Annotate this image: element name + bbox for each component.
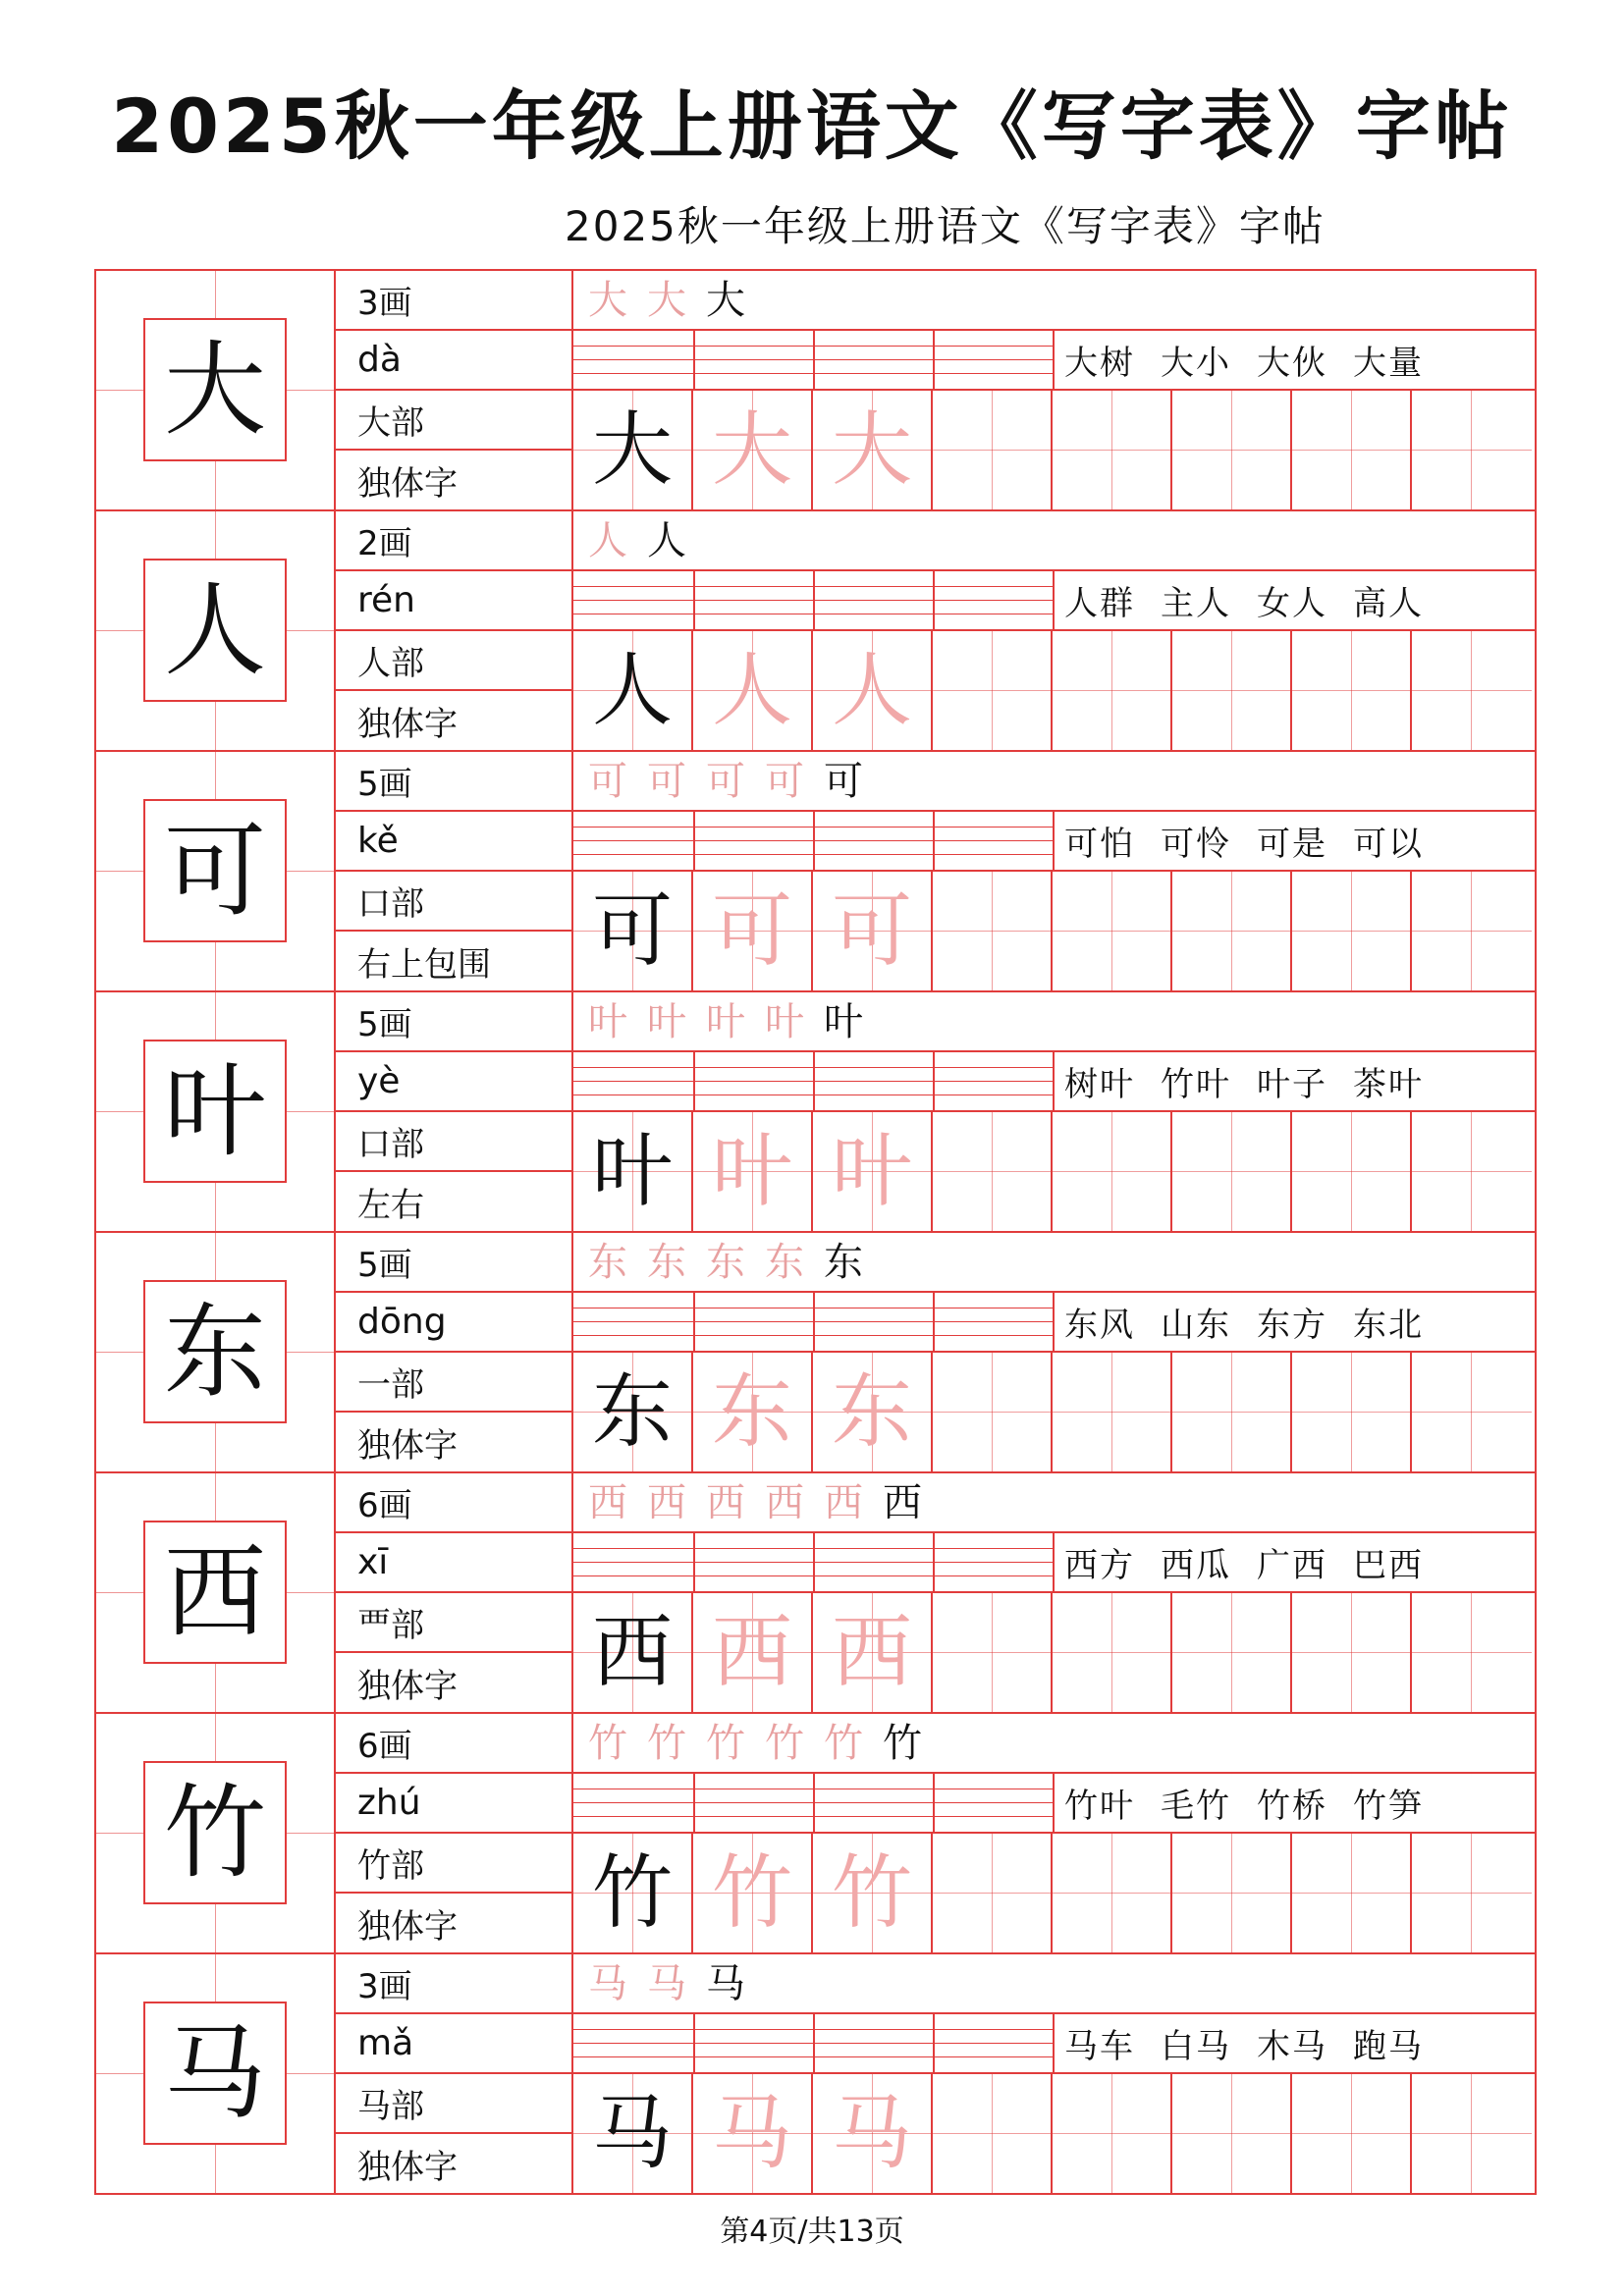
big-char-cell [96,1714,336,1952]
stroke-step: 叶 [824,998,863,1044]
writing-boxes [573,1353,1535,1471]
trace-char: 东 [711,1364,792,1459]
tian-box[interactable] [1172,1112,1292,1231]
word-list [1064,812,1449,870]
word: 大小 [1161,344,1231,383]
big-char: 大 [143,318,287,461]
tian-box[interactable] [1172,1353,1292,1471]
stroke-step: 大 [588,277,627,323]
trace-char: 叶 [831,1124,912,1218]
structure: 独体字 [357,464,458,504]
tian-box[interactable] [1412,1834,1532,1952]
word: 茶叶 [1353,1065,1424,1104]
stroke-step: 东 [588,1239,627,1285]
stroke-step: 可 [647,758,686,804]
tian-box[interactable] [933,1112,1053,1231]
trace-char: 叶 [591,1124,673,1218]
word-list [1064,571,1449,629]
tian-box[interactable] [1292,631,1412,750]
tian-box[interactable] [933,872,1053,990]
trace-char: 人 [591,643,673,737]
writing-boxes [573,1112,1535,1231]
stroke-step: 叶 [647,998,686,1044]
word: 大伙 [1257,344,1327,383]
pinyin: xī [336,1533,571,1593]
word: 毛竹 [1161,1787,1231,1826]
word: 竹叶 [1064,1787,1135,1826]
stroke-order [573,1954,1535,2014]
stroke-step: 马 [647,1960,686,2006]
trace-char: 竹 [831,1845,912,1940]
pinyin-practice-row [573,812,1535,872]
trace-char: 东 [591,1364,673,1459]
tian-box[interactable] [693,1112,813,1231]
stroke-step: 竹 [883,1720,922,1766]
char-row [96,271,1535,511]
divider [693,1533,695,1591]
divider [1053,1293,1055,1351]
pinyin-practice-row [573,2014,1535,2074]
tian-box[interactable] [693,631,813,750]
stroke-step: 东 [824,1239,863,1285]
word: 跑马 [1353,2027,1424,2066]
tian-box[interactable] [813,631,933,750]
divider [1053,571,1055,629]
page-subtitle: 2025秋一年级上册语文《写字表》字帖 [565,202,1326,250]
word: 可以 [1353,825,1424,864]
big-char-cell [96,1954,336,2193]
tian-box[interactable] [813,1353,933,1471]
big-char-cell [96,1233,336,1471]
tian-box[interactable] [573,391,693,509]
char-row [96,752,1535,992]
structure: 左右 [357,1186,424,1225]
tian-box[interactable] [1053,872,1172,990]
divider [693,812,695,870]
trace-char: 马 [591,2086,673,2180]
char-row [96,1954,1535,2195]
divider [693,1052,695,1110]
stroke-step: 叶 [765,998,804,1044]
word: 树叶 [1064,1065,1135,1104]
trace-char: 人 [711,643,792,737]
char-row [96,1714,1535,1954]
divider [933,1533,935,1591]
stroke-step: 叶 [706,998,745,1044]
stroke-order [573,271,1535,331]
char-info [336,1954,573,2193]
word-list [1064,331,1449,389]
divider [693,571,695,629]
tian-box[interactable] [1292,1593,1412,1712]
divider [693,1293,695,1351]
pinyin: mǎ [336,2014,571,2074]
tian-box[interactable] [1053,2074,1172,2193]
char-info [336,1233,573,1471]
word: 东风 [1064,1306,1135,1345]
trace-char: 东 [831,1364,912,1459]
trace-char: 西 [831,1605,912,1699]
word: 竹笋 [1353,1787,1424,1826]
char-info [336,1714,573,1952]
tian-box[interactable] [693,2074,813,2193]
char-info [336,752,573,990]
writing-boxes [573,631,1535,750]
tian-box[interactable] [1292,1834,1412,1952]
tian-box[interactable] [693,872,813,990]
stroke-step: 可 [588,758,627,804]
tian-box[interactable] [1412,1593,1532,1712]
divider [933,331,935,389]
word: 白马 [1161,2027,1231,2066]
tian-box[interactable] [1292,391,1412,509]
word: 巴西 [1353,1546,1424,1585]
word-list [1064,2014,1449,2072]
trace-char: 可 [591,883,673,978]
stroke-step: 马 [706,1960,745,2006]
word: 西瓜 [1161,1546,1231,1585]
char-row [96,1233,1535,1473]
tian-box[interactable] [1172,1593,1292,1712]
big-char-cell [96,752,336,990]
tian-box[interactable] [813,1593,933,1712]
radical: 覀部 [336,1593,571,1653]
trace-char: 竹 [591,1845,673,1940]
tian-box[interactable] [693,391,813,509]
radical: 口部 [336,872,571,932]
stroke-order [573,1714,1535,1774]
pinyin-practice-row [573,571,1535,631]
word: 东方 [1257,1306,1327,1345]
tian-box[interactable] [933,1353,1053,1471]
stroke-step: 马 [588,1960,627,2006]
stroke-step: 可 [765,758,804,804]
trace-char: 大 [831,402,912,497]
divider [813,1774,815,1832]
char-row [96,1473,1535,1714]
stroke-step: 东 [765,1239,804,1285]
stroke-count: 3画 [336,271,571,331]
stroke-step: 竹 [706,1720,745,1766]
structure: 独体字 [357,705,458,744]
divider [1053,1774,1055,1832]
trace-char: 可 [711,883,792,978]
pinyin-practice-row [573,1052,1535,1112]
divider [933,1774,935,1832]
word: 竹叶 [1161,1065,1231,1104]
stroke-step: 西 [706,1479,745,1525]
structure: 独体字 [357,1667,458,1706]
structure: 独体字 [357,2148,458,2187]
tian-box[interactable] [573,1112,693,1231]
structure: 独体字 [357,1907,458,1947]
radical: 人部 [336,631,571,691]
stroke-step: 西 [647,1479,686,1525]
word: 高人 [1353,584,1424,623]
trace-char: 可 [831,883,912,978]
tian-box[interactable] [1053,1353,1172,1471]
stroke-step: 东 [647,1239,686,1285]
word: 大树 [1064,344,1135,383]
pinyin: dōng [336,1293,571,1353]
divider [933,1052,935,1110]
big-char: 可 [143,799,287,942]
trace-char: 马 [831,2086,912,2180]
tian-box[interactable] [933,1593,1053,1712]
trace-char: 人 [831,643,912,737]
stroke-count: 5画 [336,752,571,812]
trace-char: 竹 [711,1845,792,1940]
writing-boxes [573,2074,1535,2193]
char-info [336,511,573,750]
tian-box[interactable] [693,1593,813,1712]
divider [813,1052,815,1110]
tian-box[interactable] [693,1834,813,1952]
divider [693,331,695,389]
practice-grid [94,269,1537,2195]
word-list [1064,1533,1449,1591]
radical: 大部 [336,391,571,451]
tian-box[interactable] [1172,872,1292,990]
stroke-step: 竹 [765,1720,804,1766]
word: 竹桥 [1257,1787,1327,1826]
stroke-order [573,1473,1535,1533]
big-char-cell [96,992,336,1231]
tian-box[interactable] [1053,631,1172,750]
trace-char: 大 [591,402,673,497]
writing-boxes [573,1593,1535,1712]
divider [813,331,815,389]
big-char-cell [96,511,336,750]
word-list [1064,1774,1449,1832]
big-char-cell [96,1473,336,1712]
stroke-step: 竹 [647,1720,686,1766]
tian-box[interactable] [1412,2074,1532,2193]
tian-box[interactable] [1412,1112,1532,1231]
tian-box[interactable] [573,1834,693,1952]
stroke-order [573,992,1535,1052]
pinyin: yè [336,1052,571,1112]
trace-char: 叶 [711,1124,792,1218]
tian-box[interactable] [573,1593,693,1712]
tian-box[interactable] [1172,391,1292,509]
word: 叶子 [1257,1065,1327,1104]
big-char: 马 [143,2002,287,2145]
char-info [336,1473,573,1712]
pinyin: zhú [336,1774,571,1834]
char-row [96,511,1535,752]
tian-box[interactable] [1292,872,1412,990]
divider [693,1774,695,1832]
char-row [96,992,1535,1233]
tian-box[interactable] [933,391,1053,509]
stroke-count: 3画 [336,1954,571,2014]
stroke-step: 可 [706,758,745,804]
big-char: 竹 [143,1761,287,1904]
divider [1053,812,1055,870]
stroke-step: 竹 [824,1720,863,1766]
tian-box[interactable] [813,872,933,990]
big-char: 东 [143,1280,287,1423]
big-char-cell [96,271,336,509]
pinyin-practice-row [573,1293,1535,1353]
char-info [336,992,573,1231]
divider [813,1533,815,1591]
pinyin: kě [336,812,571,872]
structure: 右上包围 [357,945,491,985]
tian-box[interactable] [1053,1593,1172,1712]
stroke-step: 西 [765,1479,804,1525]
stroke-step: 东 [706,1239,745,1285]
word: 可怜 [1161,825,1231,864]
divider [813,1293,815,1351]
divider [813,571,815,629]
tian-box[interactable] [1292,2074,1412,2193]
tian-box[interactable] [1412,631,1532,750]
word: 人群 [1064,584,1135,623]
pinyin: rén [336,571,571,631]
divider [933,1293,935,1351]
tian-box[interactable] [1172,2074,1292,2193]
writing-boxes [573,391,1535,509]
stroke-step: 人 [647,517,686,563]
divider [1053,331,1055,389]
tian-box[interactable] [573,1353,693,1471]
stroke-count: 5画 [336,992,571,1052]
tian-box[interactable] [813,2074,933,2193]
word-list [1064,1293,1449,1351]
pinyin-practice-row [573,331,1535,391]
tian-box[interactable] [813,1834,933,1952]
stroke-step: 大 [647,277,686,323]
page-number: 第4页/共13页 [720,2215,904,2249]
stroke-step: 大 [706,277,745,323]
tian-box[interactable] [1412,391,1532,509]
tian-box[interactable] [573,872,693,990]
radical: 马部 [336,2074,571,2134]
stroke-count: 6画 [336,1714,571,1774]
tian-box[interactable] [1053,1834,1172,1952]
stroke-order [573,1233,1535,1293]
tian-box[interactable] [1053,1112,1172,1231]
tian-box[interactable] [813,391,933,509]
stroke-step: 西 [883,1479,922,1525]
divider [1053,1052,1055,1110]
word: 大量 [1353,344,1424,383]
pinyin-practice-row [573,1533,1535,1593]
word: 可是 [1257,825,1327,864]
writing-boxes [573,1834,1535,1952]
structure: 独体字 [357,1426,458,1466]
stroke-step: 叶 [588,998,627,1044]
stroke-count: 2画 [336,511,571,571]
word: 主人 [1161,584,1231,623]
word: 马车 [1064,2027,1135,2066]
stroke-step: 西 [588,1479,627,1525]
radical: 一部 [336,1353,571,1413]
tian-box[interactable] [813,1112,933,1231]
trace-char: 大 [711,402,792,497]
stroke-step: 人 [588,517,627,563]
pinyin-practice-row [573,1774,1535,1834]
tian-box[interactable] [1172,631,1292,750]
tian-box[interactable] [1172,1834,1292,1952]
divider [813,2014,815,2072]
tian-box[interactable] [1292,1112,1412,1231]
tian-box[interactable] [1412,1353,1532,1471]
stroke-step: 可 [824,758,863,804]
trace-char: 马 [711,2086,792,2180]
word: 木马 [1257,2027,1327,2066]
tian-box[interactable] [933,2074,1053,2193]
divider [933,812,935,870]
big-char: 人 [143,559,287,702]
char-info [336,271,573,509]
big-char: 西 [143,1521,287,1664]
divider [1053,2014,1055,2072]
writing-boxes [573,872,1535,990]
trace-char: 西 [711,1605,792,1699]
stroke-order [573,752,1535,812]
word: 广西 [1257,1546,1327,1585]
tian-box[interactable] [1412,872,1532,990]
stroke-count: 6画 [336,1473,571,1533]
tian-box[interactable] [933,1834,1053,1952]
stroke-order [573,511,1535,571]
tian-box[interactable] [1292,1353,1412,1471]
tian-box[interactable] [693,1353,813,1471]
stroke-count: 5画 [336,1233,571,1293]
stroke-step: 西 [824,1479,863,1525]
trace-char: 西 [591,1605,673,1699]
word: 西方 [1064,1546,1135,1585]
word: 可怕 [1064,825,1135,864]
tian-box[interactable] [1053,391,1172,509]
tian-box[interactable] [933,631,1053,750]
word-list [1064,1052,1449,1110]
tian-box[interactable] [573,2074,693,2193]
big-char: 叶 [143,1040,287,1183]
pinyin: dà [336,331,571,391]
word: 女人 [1257,584,1327,623]
stroke-step: 竹 [588,1720,627,1766]
word: 山东 [1161,1306,1231,1345]
page-title: 2025秋一年级上册语文《写字表》字帖 [111,82,1513,170]
radical: 竹部 [336,1834,571,1894]
word: 东北 [1353,1306,1424,1345]
divider [933,571,935,629]
radical: 口部 [336,1112,571,1172]
divider [693,2014,695,2072]
divider [1053,1533,1055,1591]
divider [933,2014,935,2072]
divider [813,812,815,870]
tian-box[interactable] [573,631,693,750]
